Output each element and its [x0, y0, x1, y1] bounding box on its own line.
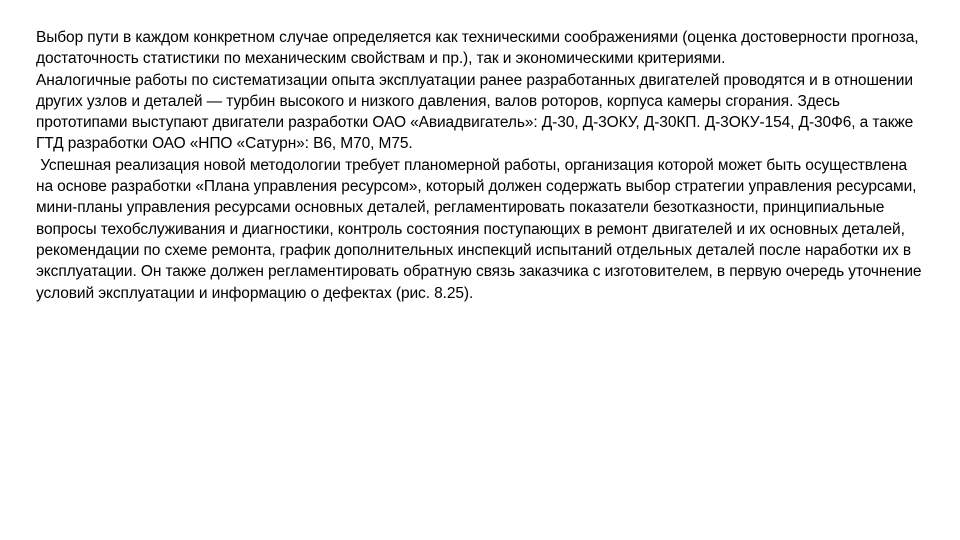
paragraph-resource-plan: Успешная реализация новой методологии требует планомерной работы, организация которой может быть осуществлена на основе разработки «Плана управления ресурсом», который должен содержать выбор стратегии управления ресурсами, мини-планы управления ресурсами основных деталей, регламентировать показатели безотказности, принципиальные вопросы техобслуживания и диагностики, контроль состояния поступающих в ремонт двигателей и их основных деталей, рекомендации по схеме ремонта, график дополнительных инспекций испытаний отдельных деталей после наработки их в эксплуатации. Он также должен регламентировать обратную связь заказчика с изготовителем, в первую очередь уточнение условий эксплуатации и информацию о дефектах (рис. 8.25). [36, 156, 926, 302]
paragraph-route-selection: Выбор пути в каждом конкретном случае определяется как техническими соображениями (оценка достоверности прогноза, достаточность статистики по механическим свойствам и пр.), так и экономическими критериями. [36, 29, 923, 68]
body-text [36, 27, 926, 304]
paragraph-analogous-work: Аналогичные работы по систематизации опыта эксплуатации ранее разработанных двигателей проводятся и в отношении других узлов и деталей — турбин высокого и низкого давления, валов роторов, корпуса камеры сгорания. Здесь прототипами выступают двигатели разработки ОАО «Авиадвигатель»: Д-30, Д-3ОКУ, Д-30КП. Д-3ОКУ-154, Д-30Ф6, а также ГТД разработки ОАО «НПО «Сатурн»: В6, М70, М75. [36, 71, 918, 153]
